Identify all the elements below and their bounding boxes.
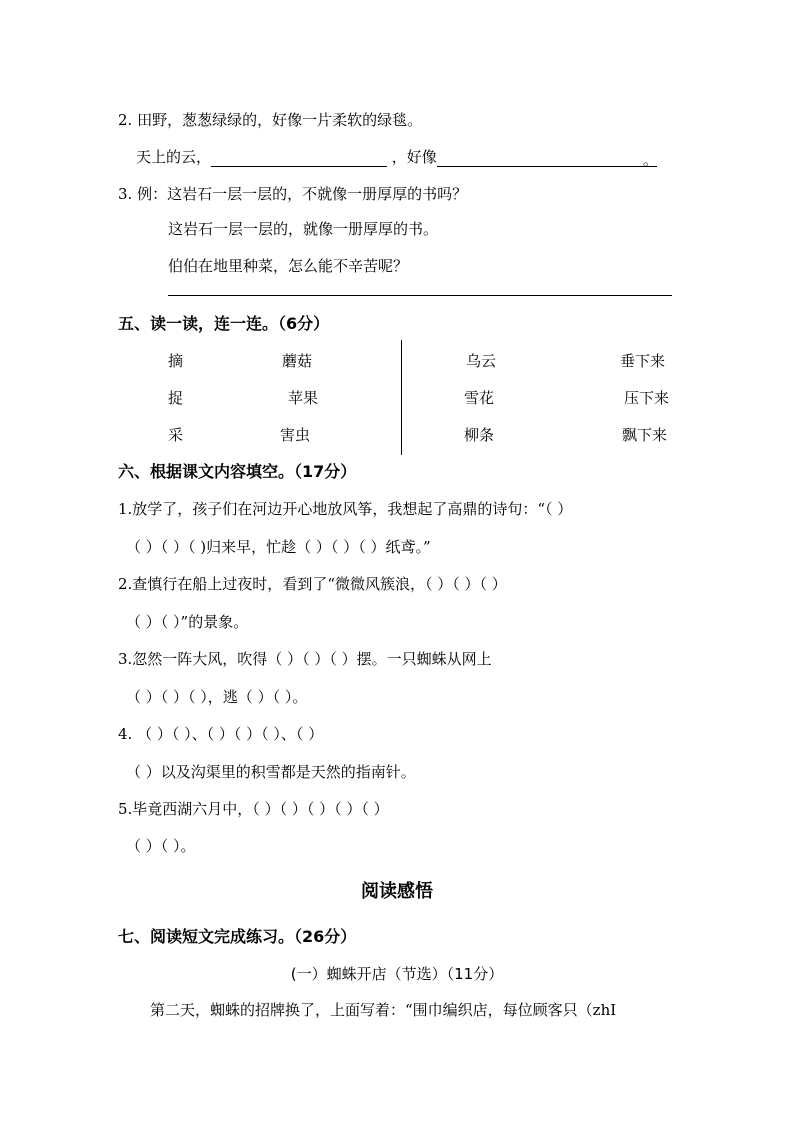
- q4-item2-end: 。: [642, 151, 658, 169]
- q6-item5-line1[interactable]: 5.毕竟西湖六月中，（ ）（ ）（ ）（ ）（ ）: [118, 800, 389, 818]
- q4-item2-blank-2[interactable]: [437, 150, 643, 167]
- q6-item3-line2[interactable]: （ ）（ ）（ ），逃（ ）（ ）。: [126, 688, 308, 706]
- q5-right-col1-item[interactable]: 乌云: [466, 352, 497, 370]
- q5-right-col2-item[interactable]: 压下来: [624, 389, 670, 407]
- q6-item1-line2[interactable]: （ ）（ ）（ )归来早，忙趁（ ）（ ）（ ）纸鸢。”: [126, 538, 431, 556]
- q4-item2-line1: 2. 田野，葱葱绿绿的，好像一片柔软的绿毯。: [118, 111, 423, 129]
- q4-item3-prompt: 伯伯在地里种菜，怎么能不辛苦呢？: [168, 257, 409, 275]
- q5-left-col2-item[interactable]: 苹果: [288, 389, 319, 407]
- q6-item1-line1[interactable]: 1.放学了，孩子们在河边开心地放风筝，我想起了高鼎的诗句：“（ ）: [118, 500, 573, 518]
- q4-item2-text-a: 天上的云，: [136, 148, 212, 166]
- q4-item2-blank-1[interactable]: [211, 150, 387, 167]
- q5-left-col2-item[interactable]: 害虫: [280, 426, 311, 444]
- q6-item5-line2[interactable]: （ ）（ ）。: [126, 837, 196, 855]
- q5-right-col1-item[interactable]: 雪花: [464, 389, 495, 407]
- q6-item2-line2[interactable]: （ ）（ ）”的景象。: [126, 613, 249, 631]
- q6-item2-line1[interactable]: 2.查慎行在船上过夜时，看到了“微微风簇浪，（ ）（ ）（ ）: [118, 575, 507, 593]
- q5-heading: 五、读一读，连一连。（6分）: [118, 314, 330, 333]
- q4-item2-text-b: ，好像: [391, 148, 437, 166]
- q7-heading: 七、阅读短文完成练习。（26分）: [118, 927, 357, 946]
- q5-left-col1-item[interactable]: 捉: [168, 389, 184, 407]
- q4-item2-line2: [136, 147, 657, 167]
- q5-right-col1-item[interactable]: 柳条: [464, 426, 495, 444]
- q4-item3-line1: 3. 例：这岩石一层一层的，不就像一册厚厚的书吗？: [118, 185, 468, 203]
- q4-item3-example: 这岩石一层一层的，就像一册厚厚的书。: [168, 220, 439, 238]
- q6-item4-line1[interactable]: 4. （ ）（ ）、（ ）（ ）（ ）、（ ）: [118, 725, 324, 743]
- section-title-reading: 阅读感悟: [361, 881, 433, 902]
- q5-right-col2-item[interactable]: 垂下来: [620, 352, 666, 370]
- q6-item4-line2[interactable]: （ ）以及沟渠里的积雪都是天然的指南针。: [126, 763, 416, 781]
- q5-divider: [401, 340, 402, 455]
- q5-left-col1-item[interactable]: 采: [168, 426, 184, 444]
- q6-heading: 六、根据课文内容填空。（17分）: [118, 462, 357, 481]
- q5-left-col2-item[interactable]: 蘑菇: [282, 352, 313, 370]
- q6-item3-line1[interactable]: 3.忽然一阵大风，吹得（ ）（ ）（ ）摆。一只蜘蛛从网上: [118, 650, 492, 668]
- q5-left-col1-item[interactable]: 摘: [168, 352, 184, 370]
- passage-title: (一）蜘蛛开店（节选）（11分）: [290, 965, 504, 983]
- q5-right-col2-item[interactable]: 飘下来: [622, 426, 668, 444]
- passage-line-1: 第二天，蜘蛛的招牌换了，上面写着：“围巾编织店，每位顾客只（zhI: [150, 1001, 617, 1019]
- q4-item3-answer-line[interactable]: [168, 295, 672, 296]
